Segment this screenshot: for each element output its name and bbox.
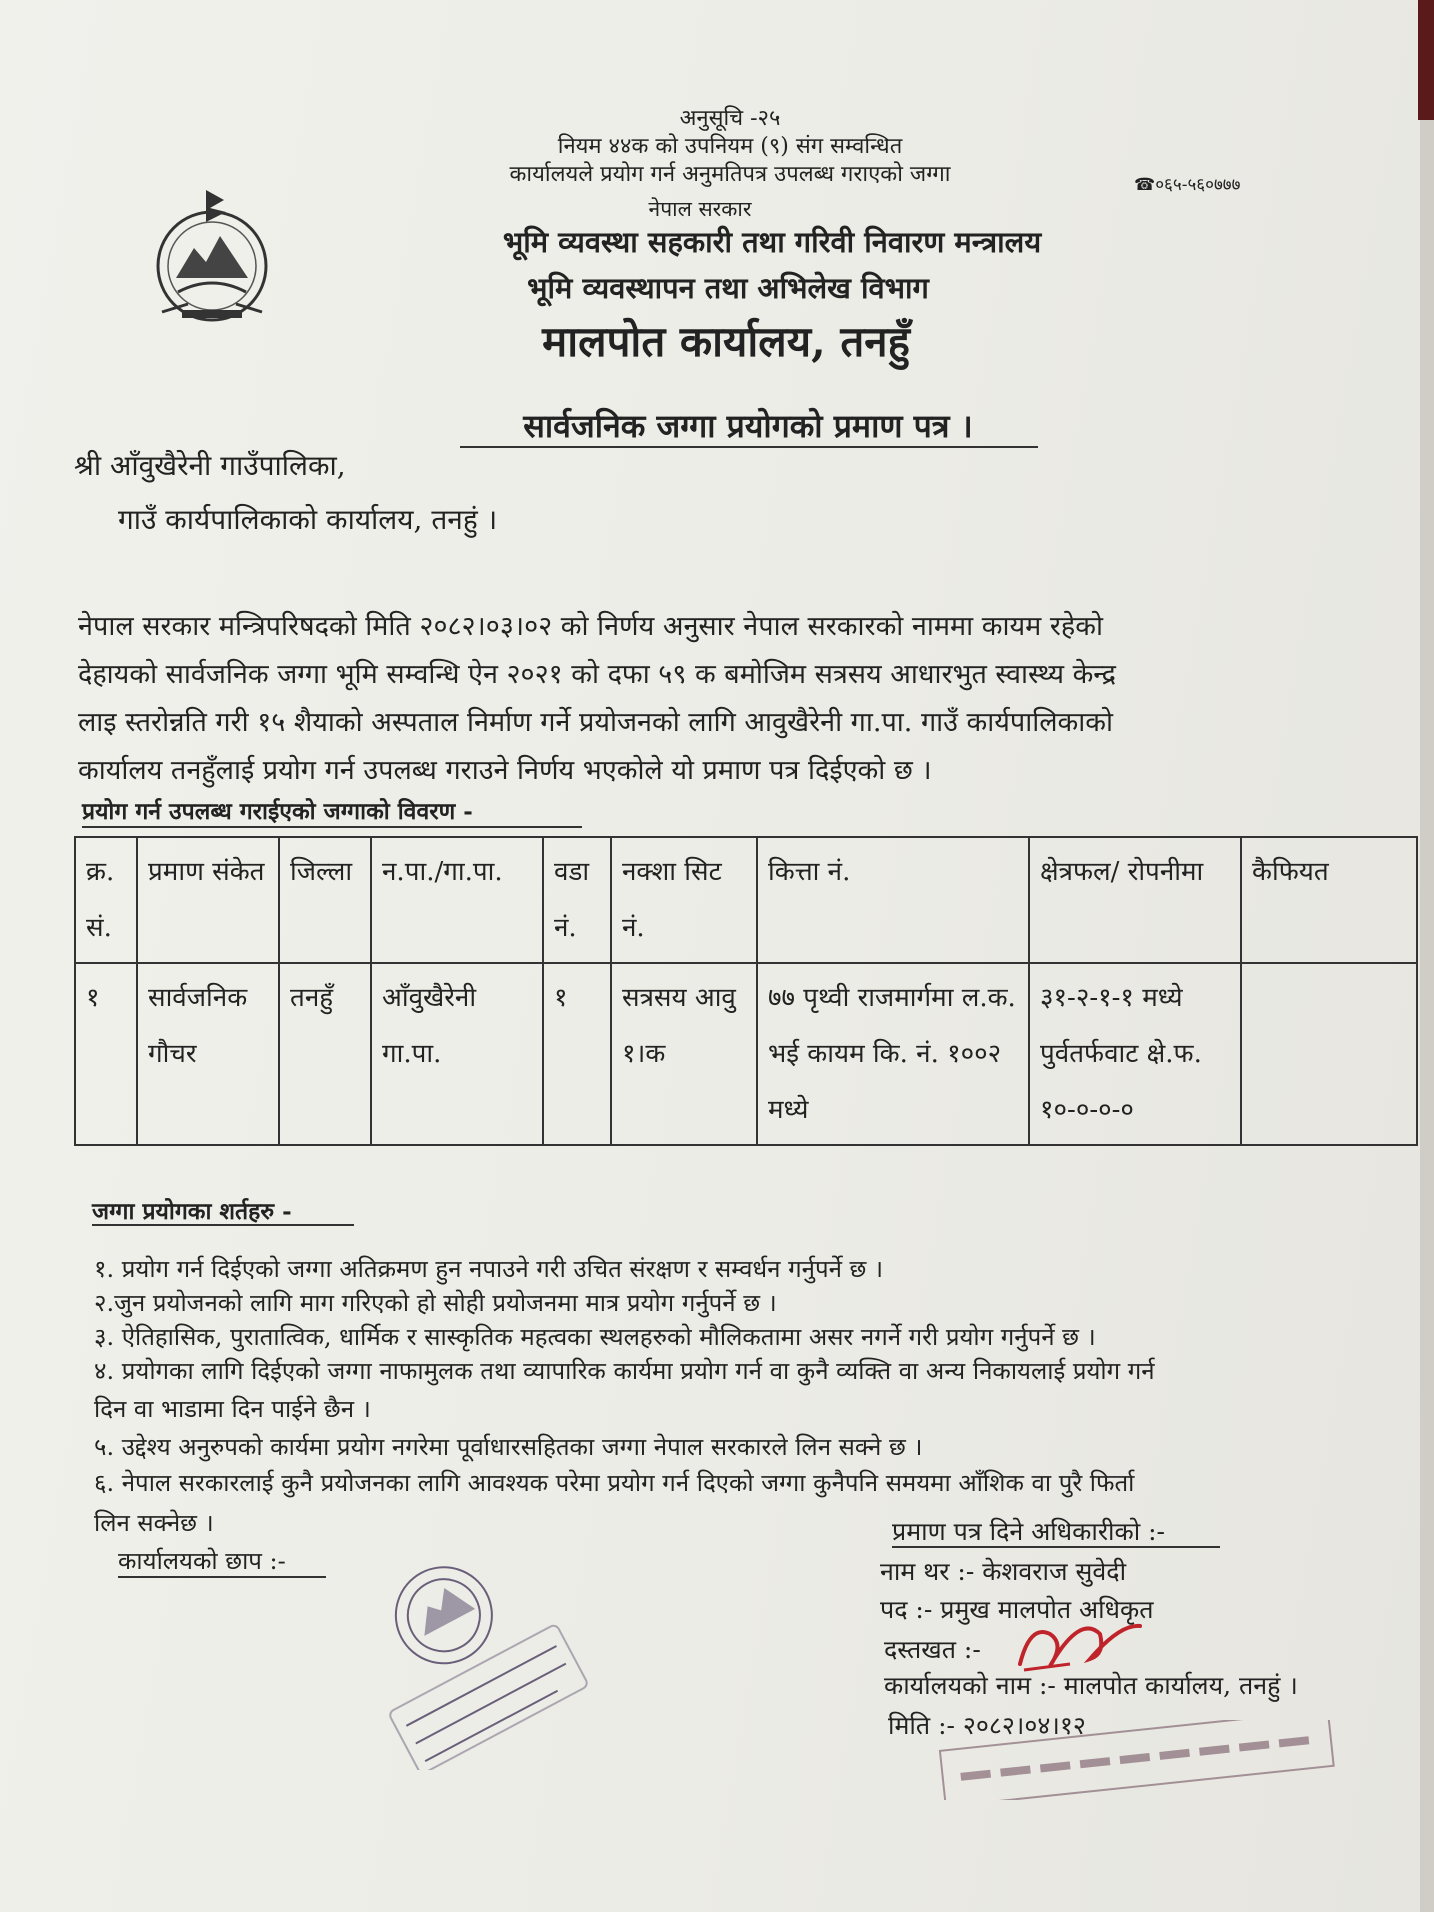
phone-number-text: ०६५-५६०७७७ bbox=[1155, 175, 1241, 195]
condition-3: ३. ऐतिहासिक, पुरातात्विक, धार्मिक र सास्कृतिक महत्वका स्थलहरुको मौलिकतामा असर नगर्ने गरी प्रयोग गर्नुपर्ने छ । bbox=[94, 1323, 1096, 1351]
col-remarks: कैफियत bbox=[1241, 837, 1417, 963]
col-municipality: न.पा./गा.पा. bbox=[371, 837, 543, 963]
condition-6: ६. नेपाल सरकारलाई कुनै प्रयोजनका लागि आवश्यक परेमा प्रयोग गर्न दिएको जग्गा कुनैपनि समयमा आँशिक वा पुरै फिर्ता bbox=[94, 1469, 1135, 1497]
government-label: नेपाल सरकार bbox=[648, 197, 752, 221]
table-heading: प्रयोग गर्न उपलब्ध गराईएको जग्गाको विवरण - bbox=[82, 798, 473, 825]
condition-2: २.जुन प्रयोजनको लागि माग गरिएको हो सोही प्रयोजनमा मात्र प्रयोग गर्नुपर्ने छ । bbox=[94, 1289, 777, 1317]
authority-heading-underline bbox=[892, 1546, 1220, 1548]
authority-office-name: कार्यालयको नाम :- मालपोत कार्यालय, तनहुं । bbox=[884, 1671, 1298, 1700]
conditions-heading-underline bbox=[92, 1224, 354, 1226]
cell-serial: १ bbox=[75, 963, 137, 1145]
authority-stamp bbox=[930, 1720, 1350, 1800]
office-seal-label: कार्यालयको छाप :- bbox=[118, 1547, 286, 1575]
rule-reference: नियम ४४क को उपनियम (९) संग सम्वन्धित bbox=[557, 134, 903, 159]
body-paragraph-line-1: नेपाल सरकार मन्त्रिपरिषदको मिति २०८२।०३।०२ को निर्णय अनुसार नेपाल सरकारको नाममा कायम रहेको bbox=[78, 611, 1103, 642]
condition-4: ४. प्रयोगका लागि दिईएको जग्गा नाफामुलक तथा व्यापारिक कार्यमा प्रयोग गर्न वा कुनै व्यक्ति वा अन्य निकायलाई प्रयोग गर्न bbox=[94, 1357, 1155, 1385]
col-map-sheet: नक्शा सिट नं. bbox=[611, 837, 757, 963]
authority-date: मिति :- २०८२।०४।१२ bbox=[888, 1711, 1086, 1740]
addressee-line-2: गाउँ कार्यपालिकाको कार्यालय, तनहुं । bbox=[118, 503, 498, 536]
background-corner bbox=[1418, 0, 1434, 120]
document-title: सार्वजनिक जग्गा प्रयोगको प्रमाण पत्र । bbox=[523, 407, 973, 445]
col-plot-number: कित्ता नं. bbox=[757, 837, 1029, 963]
cell-ward: १ bbox=[543, 963, 611, 1145]
department-name: भूमि व्यवस्थापन तथा अभिलेख विभाग bbox=[527, 271, 929, 305]
conditions-heading: जग्गा प्रयोगका शर्तहरु - bbox=[92, 1198, 292, 1225]
col-area: क्षेत्रफल/ रोपनीमा bbox=[1029, 837, 1241, 963]
condition-1: १. प्रयोग गर्न दिईएको जग्गा अतिक्रमण हुन नपाउने गरी उचित संरक्षण र सम्वर्धन गर्नुपर्ने छ । bbox=[94, 1255, 884, 1283]
ministry-name: भूमि व्यवस्था सहकारी तथा गरिवी निवारण मन्त्रालय bbox=[502, 225, 1042, 259]
schedule-label: अनुसूचि -२५ bbox=[679, 106, 781, 131]
table-heading-underline bbox=[82, 826, 582, 828]
office-seal-stamp bbox=[330, 1540, 600, 1770]
col-ward: वडा नं. bbox=[543, 837, 611, 963]
cell-district: तनहुँ bbox=[279, 963, 371, 1145]
col-district: जिल्ला bbox=[279, 837, 371, 963]
cell-proof-code: सार्वजनिक गौचर bbox=[137, 963, 279, 1145]
phone-icon: ☎ bbox=[1134, 175, 1156, 195]
authority-signature-label: दस्तखत :- bbox=[884, 1635, 981, 1664]
col-serial: क्र. सं. bbox=[75, 837, 137, 963]
land-details-table bbox=[74, 836, 1418, 1146]
body-paragraph-line-3: लाइ स्तरोन्नति गरी १५ शैयाको अस्पताल निर्माण गर्ने प्रयोजनको लागि आवुखैरेनी गा.पा. गाउँ कार्यपालिकाको bbox=[78, 707, 1113, 738]
handwritten-signature bbox=[1010, 1604, 1150, 1684]
rule-description: कार्यालयले प्रयोग गर्न अनुमतिपत्र उपलब्ध गराएको जग्गा bbox=[509, 162, 951, 187]
table-row bbox=[75, 963, 1417, 1145]
table-header-row bbox=[75, 837, 1417, 963]
condition-4-cont: दिन वा भाडामा दिन पाईने छैन । bbox=[94, 1395, 371, 1423]
title-underline bbox=[460, 446, 1038, 448]
col-proof-code: प्रमाण संकेत bbox=[137, 837, 279, 963]
cell-area: ३१-२-१-१ मध्ये पुर्वतर्फवाट क्षे.फ. १०-०-०-० bbox=[1029, 963, 1241, 1145]
cell-remarks bbox=[1241, 963, 1417, 1145]
cell-municipality: आँवुखैरेनी गा.पा. bbox=[371, 963, 543, 1145]
authority-name: नाम थर :- केशवराज सुवेदी bbox=[880, 1557, 1127, 1586]
condition-6-cont: लिन सक्नेछ । bbox=[94, 1509, 214, 1537]
phone-number bbox=[1134, 172, 1241, 195]
authority-heading: प्रमाण पत्र दिने अधिकारीको :- bbox=[892, 1517, 1166, 1546]
authority-post: पद :- प्रमुख मालपोत अधिकृत bbox=[880, 1595, 1154, 1624]
nepal-emblem-logo bbox=[148, 182, 276, 332]
condition-5: ५. उद्देश्य अनुरुपको कार्यमा प्रयोग नगरेमा पूर्वाधारसहितका जग्गा नेपाल सरकारले लिन सक्ने छ । bbox=[94, 1433, 923, 1461]
cell-map-sheet: सत्रसय आवु १।क bbox=[611, 963, 757, 1145]
page-edge bbox=[1420, 0, 1434, 1912]
body-paragraph-line-4: कार्यालय तनहुँलाई प्रयोग गर्न उपलब्ध गराउने निर्णय भएकोले यो प्रमाण पत्र दिईएको छ । bbox=[78, 755, 932, 786]
addressee-line-1: श्री आँवुखैरेनी गाउँपालिका, bbox=[74, 449, 346, 482]
body-paragraph-line-2: देहायको सार्वजनिक जग्गा भूमि सम्वन्धि ऐन २०२१ को दफा ५९ क बमोजिम सत्रसय आधारभुत स्वास्थ्य केन्द्र bbox=[78, 659, 1116, 690]
office-name: मालपोत कार्यालय, तनहुँ bbox=[542, 317, 910, 366]
office-seal-underline bbox=[118, 1576, 326, 1578]
cell-plot-number: ७७ पृथ्वी राजमार्गमा ल.क. भई कायम कि. नं. १००२ मध्ये bbox=[757, 963, 1029, 1145]
